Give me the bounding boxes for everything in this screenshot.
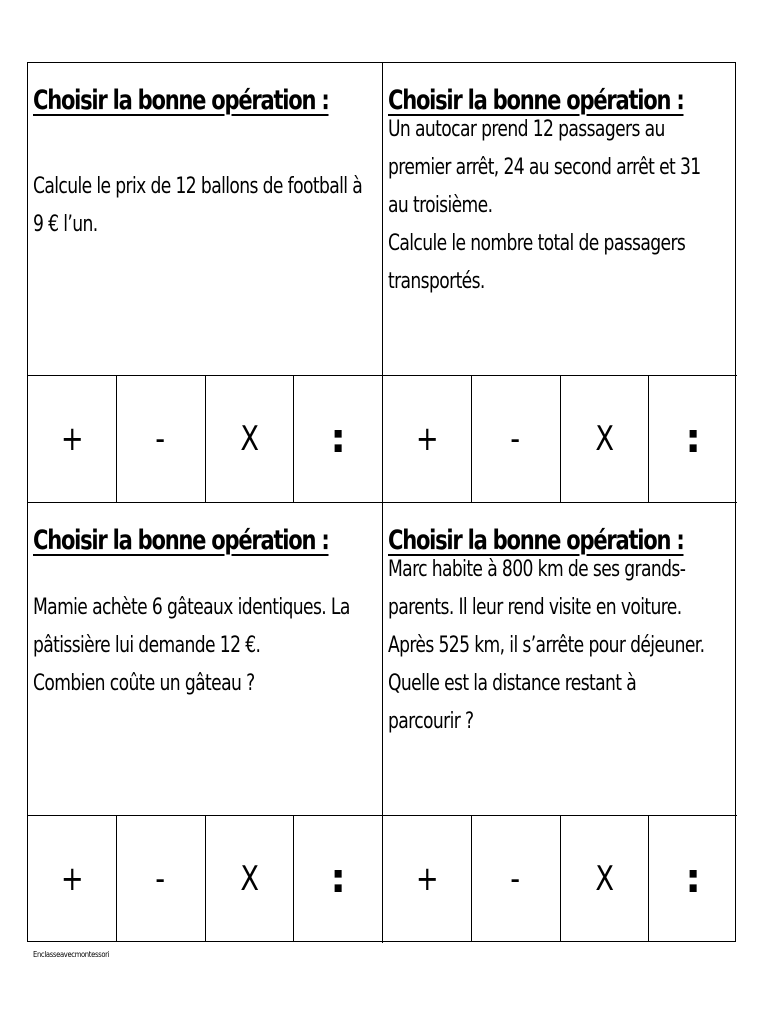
- operation-card: [28, 63, 383, 503]
- problem-line: Calcule le prix de 12 ballons de football à: [33, 174, 363, 199]
- card-text-area: [28, 63, 382, 376]
- divide-sign: :: [330, 416, 347, 462]
- divide-sign: :: [685, 856, 702, 902]
- card-title: Choisir la bonne opération :: [388, 85, 684, 116]
- operation-choices: [28, 816, 382, 942]
- problem-line: Mamie achète 6 gâteaux identiques. La: [33, 595, 350, 620]
- problem-line: parents. Il leur rend visite en voiture.: [388, 595, 682, 620]
- problem-line: Calcule le nombre total de passagers: [388, 231, 686, 256]
- choice-division[interactable]: [294, 376, 382, 502]
- plus-sign: +: [60, 419, 84, 459]
- problem-statement: [388, 111, 723, 301]
- problem-line: 9 € l’un.: [33, 212, 98, 237]
- worksheet: [27, 62, 736, 942]
- choice-subtraction[interactable]: [472, 376, 561, 502]
- choice-division[interactable]: [649, 376, 737, 502]
- operation-card: [383, 503, 737, 943]
- plus-sign: +: [415, 859, 439, 899]
- card-text-area: [383, 63, 737, 376]
- divide-sign: :: [685, 416, 702, 462]
- choice-multiplication[interactable]: [206, 376, 295, 502]
- times-sign: X: [595, 859, 614, 899]
- problem-statement: [33, 168, 368, 244]
- problem-statement: [388, 551, 723, 741]
- times-sign: X: [595, 419, 614, 459]
- card-title: Choisir la bonne opération :: [33, 525, 329, 556]
- divide-sign: :: [330, 856, 347, 902]
- times-sign: X: [240, 859, 259, 899]
- times-sign: X: [240, 419, 259, 459]
- footer-credit: Enclasseavecmontessori: [33, 950, 110, 959]
- problem-line: pâtissière lui demande 12 €.: [33, 633, 261, 658]
- problem-line: Marc habite à 800 km de ses grands-: [388, 557, 686, 582]
- problem-line: Un autocar prend 12 passagers au: [388, 117, 665, 142]
- problem-line: Après 525 km, il s’arrête pour déjeuner.: [388, 633, 705, 658]
- choice-addition[interactable]: [383, 816, 472, 942]
- operation-choices: [383, 376, 737, 502]
- operation-choices: [383, 816, 737, 942]
- problem-line: Quelle est la distance restant à: [388, 671, 637, 696]
- choice-multiplication[interactable]: [561, 376, 650, 502]
- card-text-area: [28, 503, 382, 816]
- choice-subtraction[interactable]: [117, 816, 206, 942]
- operation-choices: [28, 376, 382, 502]
- choice-addition[interactable]: [28, 816, 117, 942]
- problem-line: premier arrêt, 24 au second arrêt et 31: [388, 155, 701, 180]
- minus-sign: -: [155, 419, 166, 459]
- problem-statement: [33, 589, 368, 703]
- card-title: Choisir la bonne opération :: [388, 525, 684, 556]
- minus-sign: -: [510, 419, 521, 459]
- choice-division[interactable]: [649, 816, 737, 942]
- card-title: Choisir la bonne opération :: [33, 85, 329, 116]
- choice-division[interactable]: [294, 816, 382, 942]
- choice-subtraction[interactable]: [472, 816, 561, 942]
- operation-card: [28, 503, 383, 943]
- choice-multiplication[interactable]: [206, 816, 295, 942]
- plus-sign: +: [415, 419, 439, 459]
- choice-multiplication[interactable]: [561, 816, 650, 942]
- operation-card: [383, 63, 737, 503]
- problem-line: au troisième.: [388, 193, 493, 218]
- problem-line: parcourir ?: [388, 709, 474, 734]
- card-text-area: [383, 503, 737, 816]
- problem-line: Combien coûte un gâteau ?: [33, 671, 255, 696]
- choice-addition[interactable]: [28, 376, 117, 502]
- minus-sign: -: [510, 859, 521, 899]
- choice-addition[interactable]: [383, 376, 472, 502]
- choice-subtraction[interactable]: [117, 376, 206, 502]
- plus-sign: +: [60, 859, 84, 899]
- minus-sign: -: [155, 859, 166, 899]
- problem-line: transportés.: [388, 269, 485, 294]
